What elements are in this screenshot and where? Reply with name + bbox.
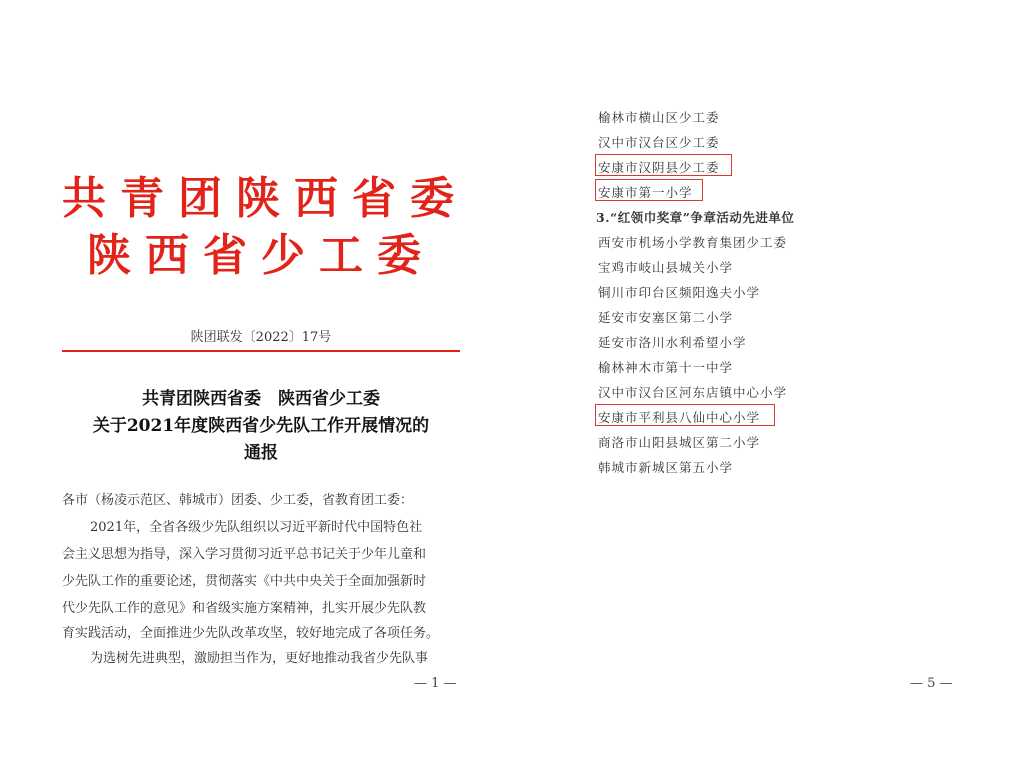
list-item: 延安市安塞区第二小学 xyxy=(598,310,734,325)
paragraph-line: 2021年，全省各级少先队组织以习近平新时代中国特色社 xyxy=(90,520,423,535)
paragraph-line: 育实践活动，全面推进少先队改革攻坚，较好地完成了各项任务。 xyxy=(62,626,440,641)
list-item: 榆林神木市第十一中学 xyxy=(598,360,734,375)
issuing-org-header-line-1: 共青团陕西省委 xyxy=(62,173,468,224)
list-item: 安康市汉阴县少工委 xyxy=(598,160,720,175)
notice-title-line-1: 共青团陕西省委 陕西省少工委 xyxy=(142,389,380,409)
notice-title-line-3: 通报 xyxy=(244,443,278,463)
document-page-5 xyxy=(512,0,1024,768)
list-item: 汉中市汉台区河东店镇中心小学 xyxy=(598,385,788,400)
page-number: — 1 — xyxy=(414,676,457,691)
list-item: 韩城市新城区第五小学 xyxy=(598,460,734,475)
list-item: 榆林市横山区少工委 xyxy=(598,110,720,125)
list-item: 商洛市山阳县城区第二小学 xyxy=(598,435,761,450)
paragraph-line: 为选树先进典型，激励担当作为，更好地推动我省少先队事 xyxy=(90,651,429,666)
list-section-heading: 3.“红领巾奖章”争章活动先进单位 xyxy=(596,210,795,225)
list-item: 西安市机场小学教育集团少工委 xyxy=(598,235,788,250)
salutation: 各市（杨凌示范区、韩城市）团委、少工委，省教育团工委： xyxy=(62,493,414,508)
list-item: 汉中市汉台区少工委 xyxy=(598,135,720,150)
document-number: 陕团联发〔2022〕17号 xyxy=(190,330,332,345)
list-item: 铜川市印台区频阳逸夫小学 xyxy=(598,285,761,300)
paragraph-line: 少先队工作的重要论述，贯彻落实《中共中央关于全面加强新时 xyxy=(62,574,427,589)
notice-title-line-2: 关于2021年度陕西省少先队工作开展情况的 xyxy=(92,416,430,436)
highlight-box xyxy=(595,404,775,426)
highlight-box xyxy=(595,154,732,176)
page-number: — 5 — xyxy=(910,676,953,691)
list-item: 安康市平利县八仙中心小学 xyxy=(598,410,761,425)
list-item: 宝鸡市岐山县城关小学 xyxy=(598,260,734,275)
list-item: 延安市洛川水利希望小学 xyxy=(598,335,747,350)
highlight-box xyxy=(595,179,703,201)
paragraph-line: 代少先队工作的意见》和省级实施方案精神，扎实开展少先队教 xyxy=(62,601,427,616)
paragraph-line: 会主义思想为指导，深入学习贯彻习近平总书记关于少年儿童和 xyxy=(62,547,427,562)
issuing-org-header-line-2: 陕西省少工委 xyxy=(87,230,435,281)
list-item: 安康市第一小学 xyxy=(598,185,693,200)
red-divider-line xyxy=(62,350,460,352)
